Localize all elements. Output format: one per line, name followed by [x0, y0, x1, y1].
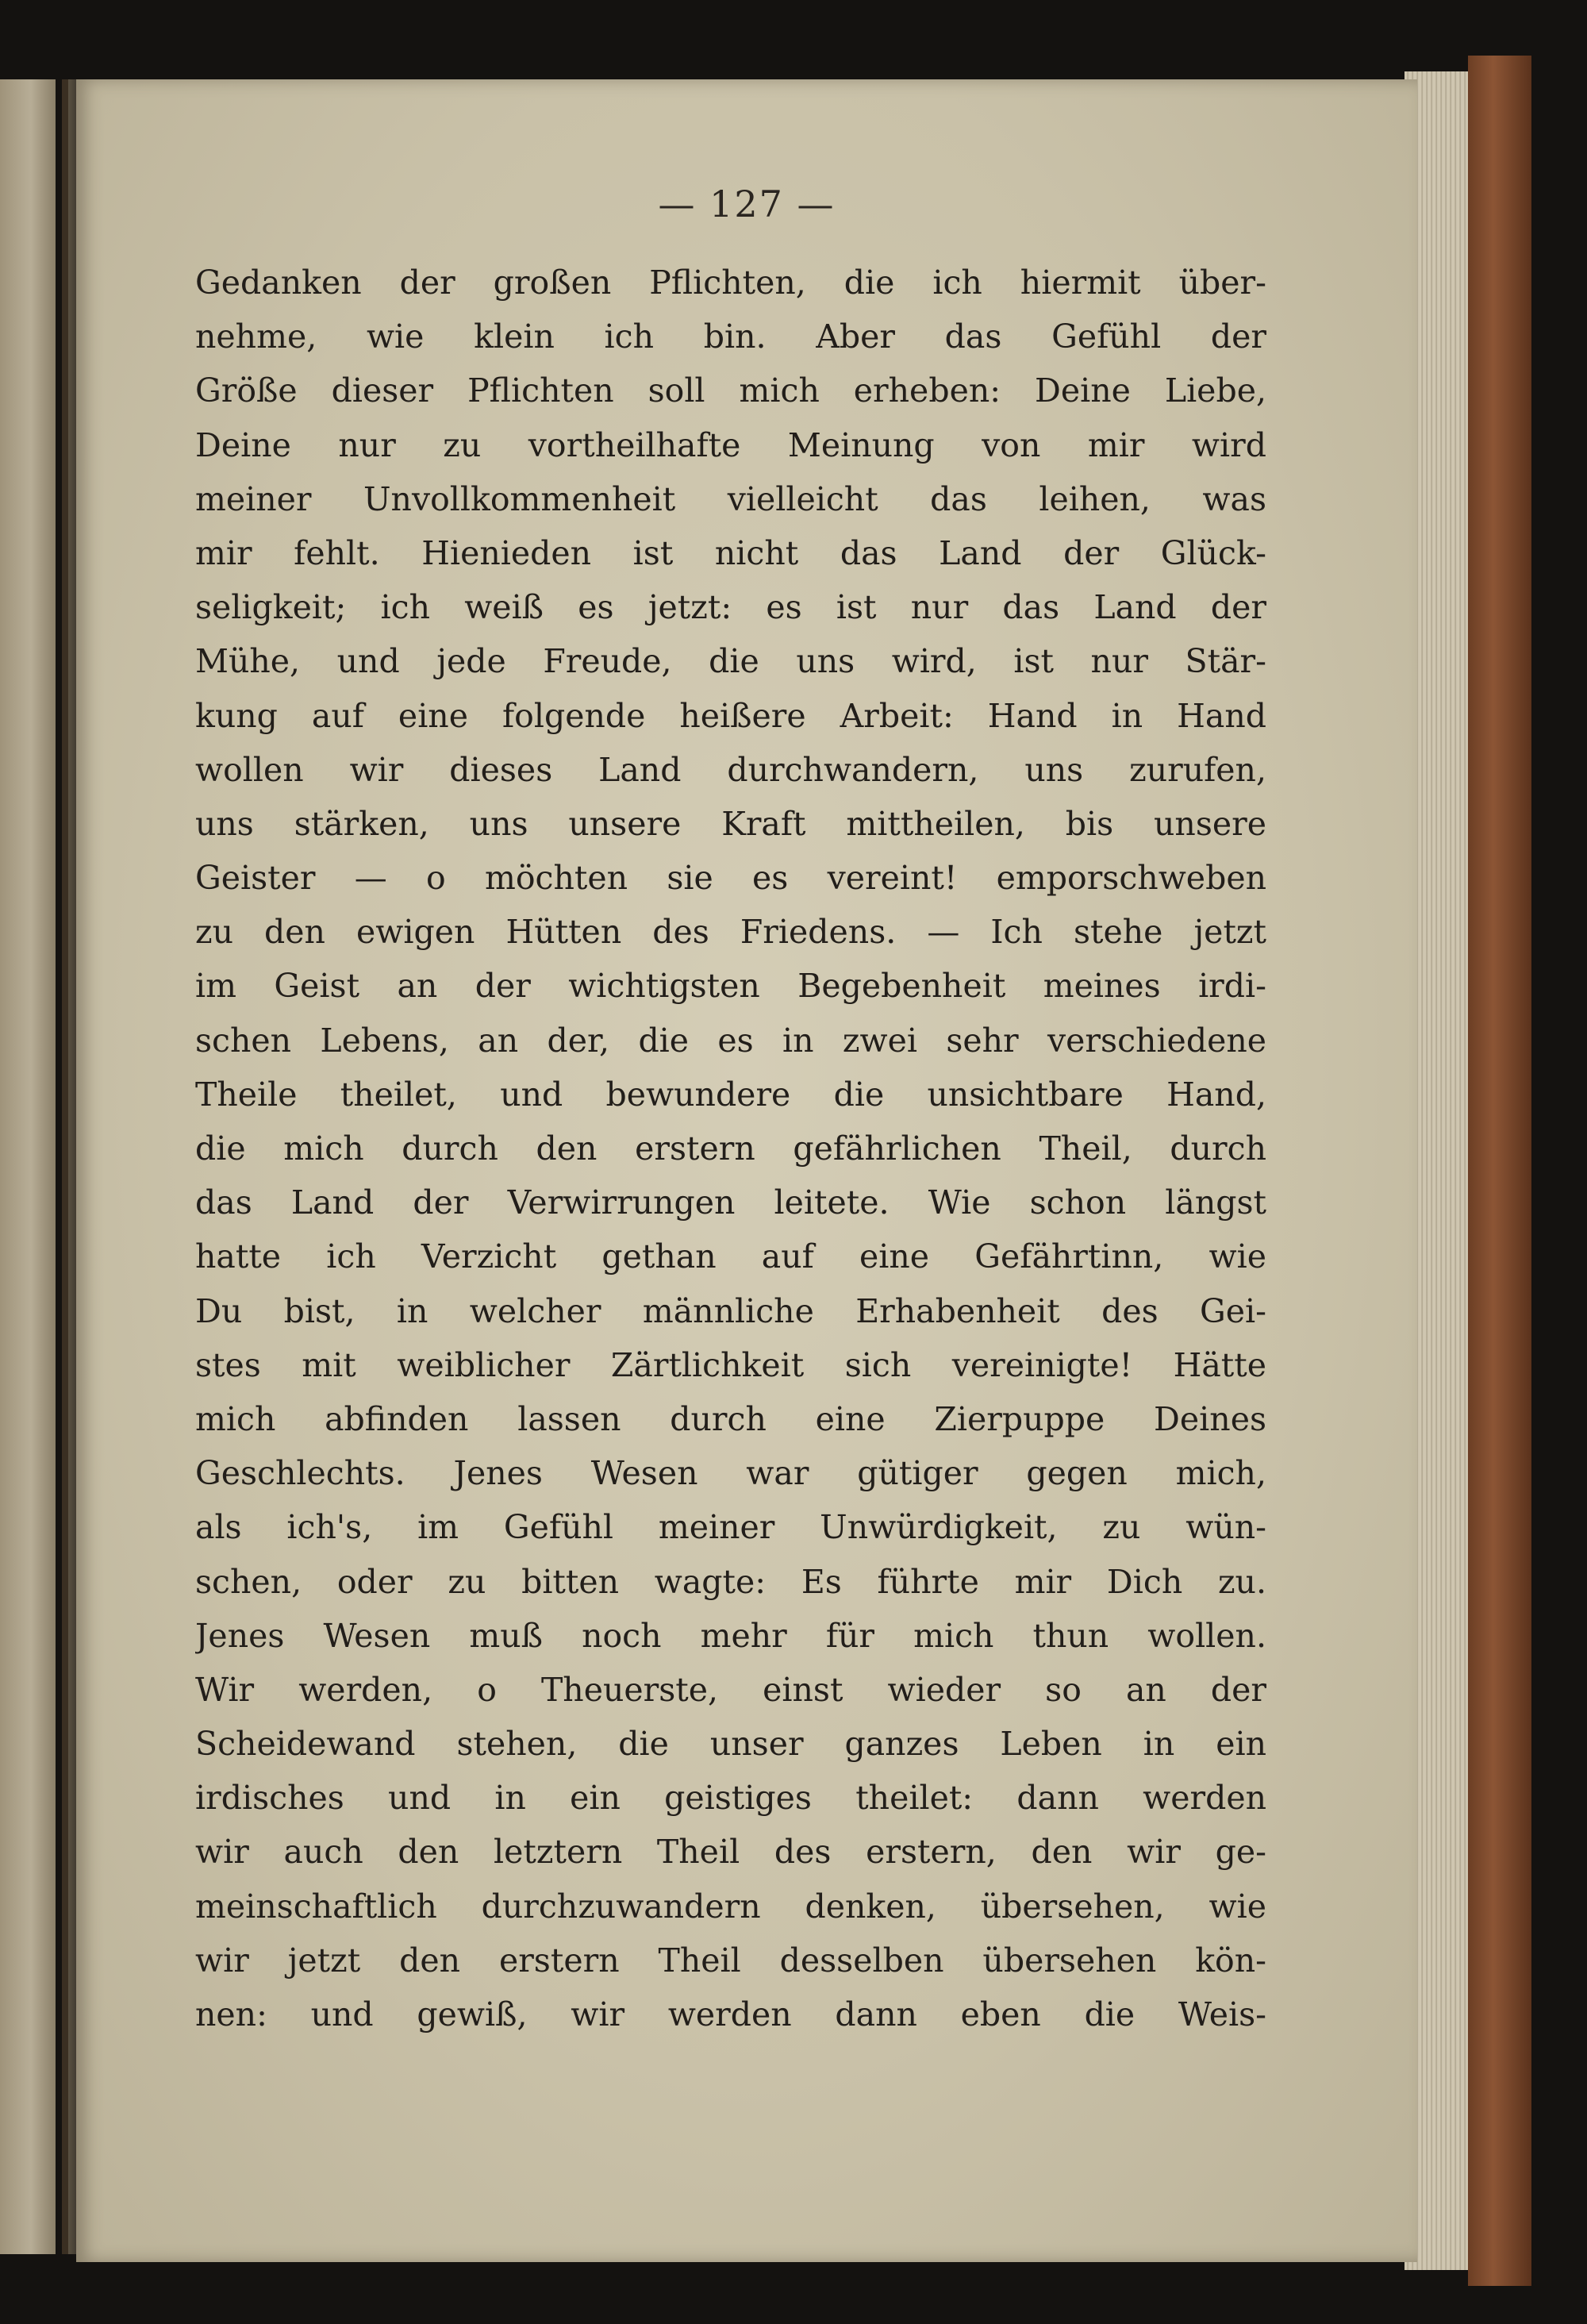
body-text	[195, 256, 1266, 2041]
text-line: kung auf eine folgende heißere Arbeit: Hand in Hand	[195, 696, 1266, 735]
text-line: irdisches und in ein geistiges theilet: dann werden	[195, 1779, 1266, 1818]
text-line: wir auch den letztern Theil des erstern, den wir ge-	[195, 1833, 1266, 1872]
text-line: Jenes Wesen muß noch mehr für mich thun wollen.	[195, 1616, 1266, 1655]
text-line: die mich durch den erstern gefährlichen Theil, durch	[195, 1129, 1266, 1168]
text-line: Größe dieser Pflichten soll mich erheben: Deine Liebe,	[195, 371, 1266, 410]
text-line: das Land der Verwirrungen leitete. Wie schon längst	[195, 1183, 1266, 1222]
text-line: schen Lebens, an der, die es in zwei sehr verschiedene	[195, 1021, 1266, 1060]
book-page	[76, 79, 1417, 2262]
book-cover-edge	[1468, 56, 1531, 2286]
text-line: wollen wir dieses Land durchwandern, uns zurufen,	[195, 750, 1266, 789]
text-line: uns stärken, uns unsere Kraft mittheilen, bis unsere	[195, 804, 1266, 843]
text-line: schen, oder zu bitten wagte: Es führte mir Dich zu.	[195, 1562, 1266, 1601]
text-line: nen: und gewiß, wir werden dann eben die Weis-	[195, 1995, 1266, 2034]
text-line: stes mit weiblicher Zärtlichkeit sich vereinigte! Hätte	[195, 1345, 1266, 1384]
text-line: hatte ich Verzicht gethan auf eine Gefährtinn, wie	[195, 1237, 1266, 1276]
text-line: zu den ewigen Hütten des Friedens. — Ich stehe jetzt	[195, 913, 1266, 952]
text-line: Wir werden, o Theuerste, einst wieder so an der	[195, 1670, 1266, 1709]
text-line: Geschlechts. Jenes Wesen war gütiger gegen mich,	[195, 1454, 1266, 1493]
left-page-border	[62, 79, 68, 2254]
text-line: Deine nur zu vortheilhafte Meinung von mir wird	[195, 425, 1266, 464]
text-line: Geister — o möchten sie es vereint! emporschweben	[195, 859, 1266, 898]
text-line: wir jetzt den erstern Theil desselben übersehen kön-	[195, 1941, 1266, 1980]
text-line: Scheidewand stehen, die unser ganzes Leben in ein	[195, 1725, 1266, 1764]
text-line: mich abfinden lassen durch eine Zierpuppe Deines	[195, 1399, 1266, 1438]
text-line: Mühe, und jede Freude, die uns wird, ist nur Stär-	[195, 642, 1266, 681]
text-line: meinschaftlich durchzuwandern denken, übersehen, wie	[195, 1887, 1266, 1926]
text-line: Gedanken der großen Pflichten, die ich hiermit über-	[195, 264, 1266, 302]
text-line: Du bist, in welcher männliche Erhabenheit des Gei-	[195, 1291, 1266, 1330]
text-line: meiner Unvollkommenheit vielleicht das leihen, was	[195, 479, 1266, 518]
text-line: seligkeit; ich weiß es jetzt: es ist nur das Land der	[195, 588, 1266, 627]
text-line: nehme, wie klein ich bin. Aber das Gefühl der	[195, 317, 1266, 356]
text-line: Theile theilet, und bewundere die unsichtbare Hand,	[195, 1075, 1266, 1114]
text-line: als ich's, im Gefühl meiner Unwürdigkeit, zu wün-	[195, 1508, 1266, 1547]
left-page-edge	[0, 79, 56, 2254]
text-line: im Geist an der wichtigsten Begebenheit meines irdi-	[195, 967, 1266, 1006]
text-line: mir fehlt. Hienieden ist nicht das Land der Glück-	[195, 533, 1266, 572]
page-number: — 127 —	[658, 183, 836, 225]
